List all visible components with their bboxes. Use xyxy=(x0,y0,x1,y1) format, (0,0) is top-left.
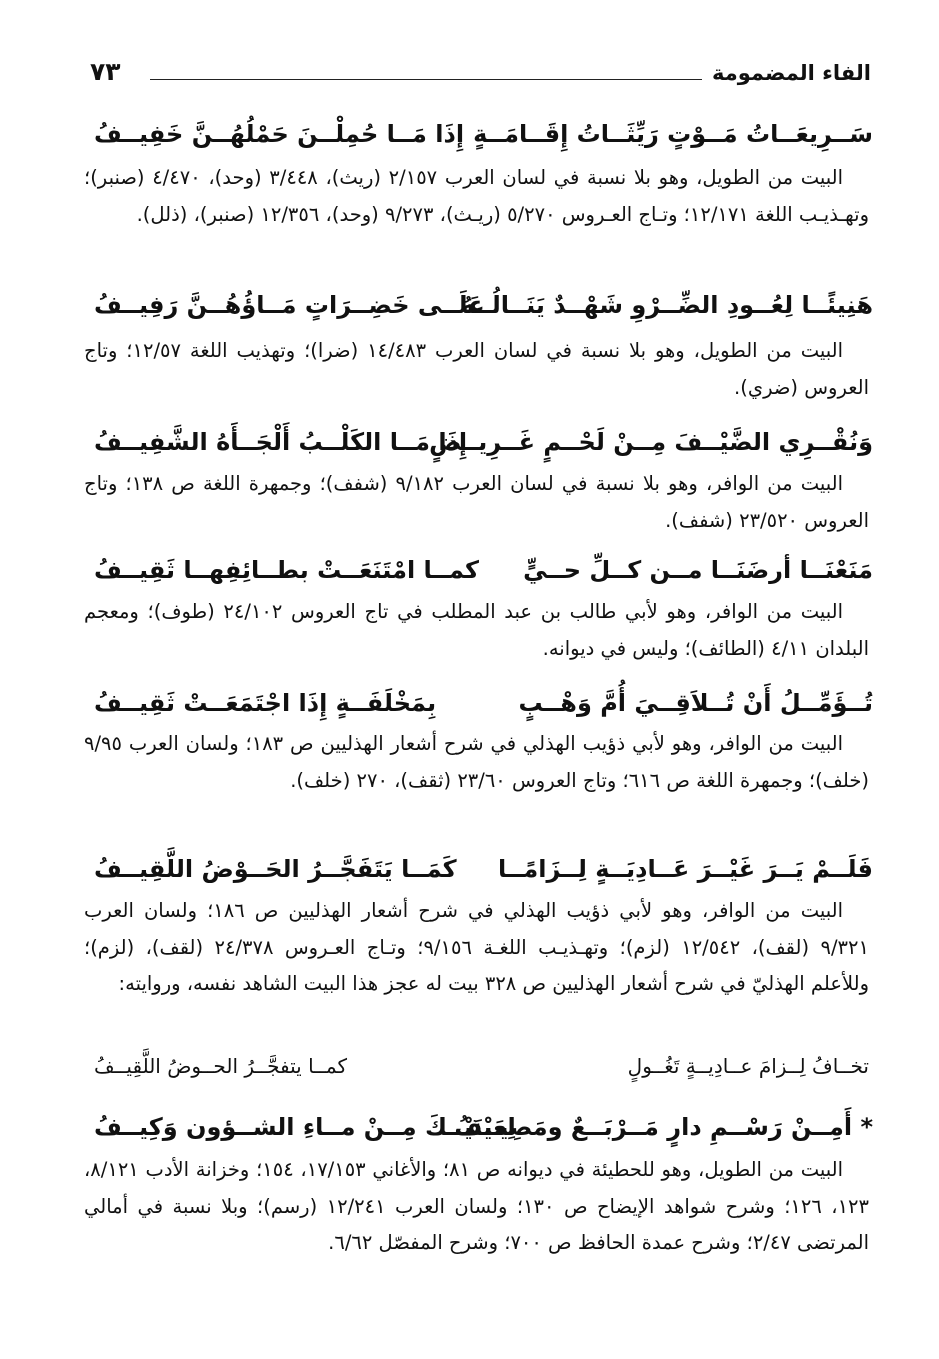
note-3 xyxy=(84,466,869,539)
verse-5 xyxy=(94,681,873,727)
verse-7-first-hemistich xyxy=(454,1113,873,1141)
note-1 xyxy=(84,160,869,233)
note-4 xyxy=(84,594,869,667)
chapter-title: الفاء المضمومة xyxy=(702,61,871,85)
verse-2-first-hemistich: هَنِيئًــا لِعُــودِ الضِّــرْوِ شَهْــدٌ يَنَــالُــهُ xyxy=(460,291,873,319)
note-2-text: البيت من الطويل، وهو بلا نسبة في لسان العرب ١٤/٤٨٣ (ضرا)؛ وتهذيب اللغة ١٢/٥٧؛ وتاج العروس (ضري). xyxy=(84,339,869,399)
verse-4-first-hemistich: مَنَعْنَــا أرضَنَــا مــن كــلِّ حــيٍّ xyxy=(523,556,873,584)
note-4-text: البيت من الوافر، وهو لأبي طالب بن عبد المطلب في تاج العروس ٢٤/١٠٢ (طوف)؛ ومعجم البلدان ٤/١١ (الطائف)؛ وليس في ديوانه. xyxy=(84,600,869,660)
note-5 xyxy=(84,726,869,799)
quoted-verse-second-hemistich: كمــا يتفجَّــرُ الحــوضُ اللَّقِيــفُ xyxy=(94,1054,347,1078)
verse-3 xyxy=(94,420,873,466)
note-7-text: البيت من الطويل، وهو للحطيئة في ديوانه ص ٨١؛ والأغاني ١٧/١٥٣، ١٥٤؛ وخزانة الأدب ٨/١٢١، ١٢٣، ١٢٦؛ وشرح شواهد الإيضاح ص ١٣٠؛ ولسان العرب ١٢/٢٤١ (رسم)؛ وبلا نسبة في أمالي المرتضى ٢/٤٧؛ وشرح عمدة الحافظ ص ٧٠٠؛ وشرح المفصّل ٦/٦٢. xyxy=(84,1158,869,1254)
verse-4-second-hemistich: كمــا امْتَنَعَــتْ بطــائِفِهــا ثَقِيــفُ xyxy=(94,556,479,584)
verse-3-second-hemistich: إِذَا مَــا الكَلْــبُ أَلْجَــأَهُ الشَّفِيــفُ xyxy=(94,428,468,456)
verse-5-first-hemistich: تُــؤَمِّــلُ أَنْ تُــلاَقِــيَ أُمَّ وَهْــبٍ xyxy=(518,689,873,717)
verse-4 xyxy=(94,548,873,594)
note-3-text: البيت من الوافر، وهو بلا نسبة في لسان العرب ٩/١٨٢ (شفف)؛ وجمهرة اللغة ص ١٣٨؛ وتاج العروس ٢٣/٥٢٠ (شفف). xyxy=(84,472,869,532)
note-6 xyxy=(84,893,869,1003)
verse-1-second-hemistich: إِذَا مَــا حُمِلْــنَ حَمْلُهُــنَّ خَفِيــفُ xyxy=(94,120,465,148)
page-number: ٧٣ xyxy=(90,57,121,86)
verse-1 xyxy=(94,112,873,158)
verse-2-second-hemistich: عَلَــى خَضِــرَاتٍ مَــاؤُهُــنَّ رَفِيــفُ xyxy=(94,291,485,319)
header-rule xyxy=(150,79,711,80)
verse-6-second-hemistich: كَمَــا يَتَفَجَّــرُ الحَــوْضُ اللَّقِيــفُ xyxy=(94,855,457,883)
verse-3-first-hemistich: وَنُقْــرِي الضَّيْــفَ مِــنْ لَحْــمٍ غَــرِيــضٍ xyxy=(429,428,873,456)
verse-7 xyxy=(94,1105,873,1151)
verse-5-second-hemistich: بِمَخْلَفَــةٍ إِذَا اجْتَمَعَــتْ ثَقِيــفُ xyxy=(94,689,437,717)
verse-7-star-marker: * xyxy=(860,1113,873,1141)
quoted-verse-first-hemistich: تخــافُ لِــزامَ عــادِيــةٍ تَغُــولٍ xyxy=(627,1054,869,1078)
note-7 xyxy=(84,1152,869,1262)
verse-1-first-hemistich: سَــرِيعَــاتُ مَــوْتٍ رَيِّثَــاتُ إِقَــامَــةٍ xyxy=(473,120,873,148)
note-1-text: البيت من الطويل، وهو بلا نسبة في لسان العرب ٢/١٥٧ (ريث)، ٣/٤٤٨ (وحد)، ٤/٤٧٠ (صنبر)؛ وتهـذيـب اللغة ١٢/١٧١؛ وتـاج العـروس ٥/٢٧٠ (ريـث)، ٩/٢٧٣ (وحد)، ١٢/٣٥٦ (صنبر)، (ذلل). xyxy=(84,166,869,226)
verse-7-second-hemistich: لِعَيْنَيْــكَ مِــنْ مــاءِ الشــؤون وَكِيــفُ xyxy=(94,1113,516,1141)
verse-6-first-hemistich: فَلَــمْ يَــرَ غَيْــرَ عَــادِيَــةٍ لِــزَامًــا xyxy=(498,855,873,883)
note-2 xyxy=(84,333,869,406)
verse-2 xyxy=(94,283,873,329)
verse-7-first-hemistich-text: أَمِــنْ رَسْــمِ دارٍ مَــرْبَــعٌ ومَصِيــفُ xyxy=(454,1113,853,1141)
note-5-text: البيت من الوافر، وهو لأبي ذؤيب الهذلي في شرح أشعار الهذليين ص ١٨٣؛ ولسان العرب ٩/٩٥ (خلف)؛ وجمهرة اللغة ص ٦١٦؛ وتاج العروس ٢٣/٦٠ (ثقف)، ٢٧٠ (خلف). xyxy=(84,732,869,792)
page-header xyxy=(90,55,871,95)
note-6-text: البيت من الوافر، وهو لأبي ذؤيب الهذلي في شرح أشعار الهذليين ص ١٨٦؛ ولسان العرب ٩/٣٢١ (لقف)، ١٢/٥٤٢ (لزم)؛ وتهـذيـب اللغـة ٩/١٥٦؛ وتـاج العـروس ٢٤/٣٧٨ (لقف)، (لزم)؛ وللأعلم الهذليّ في شرح أشعار الهذليين ص ٣٢٨ بيت له عجز هذا البيت الشاهد نفسه، وروايته: xyxy=(84,899,869,995)
verse-6 xyxy=(94,847,873,893)
quoted-verse xyxy=(94,1050,869,1084)
